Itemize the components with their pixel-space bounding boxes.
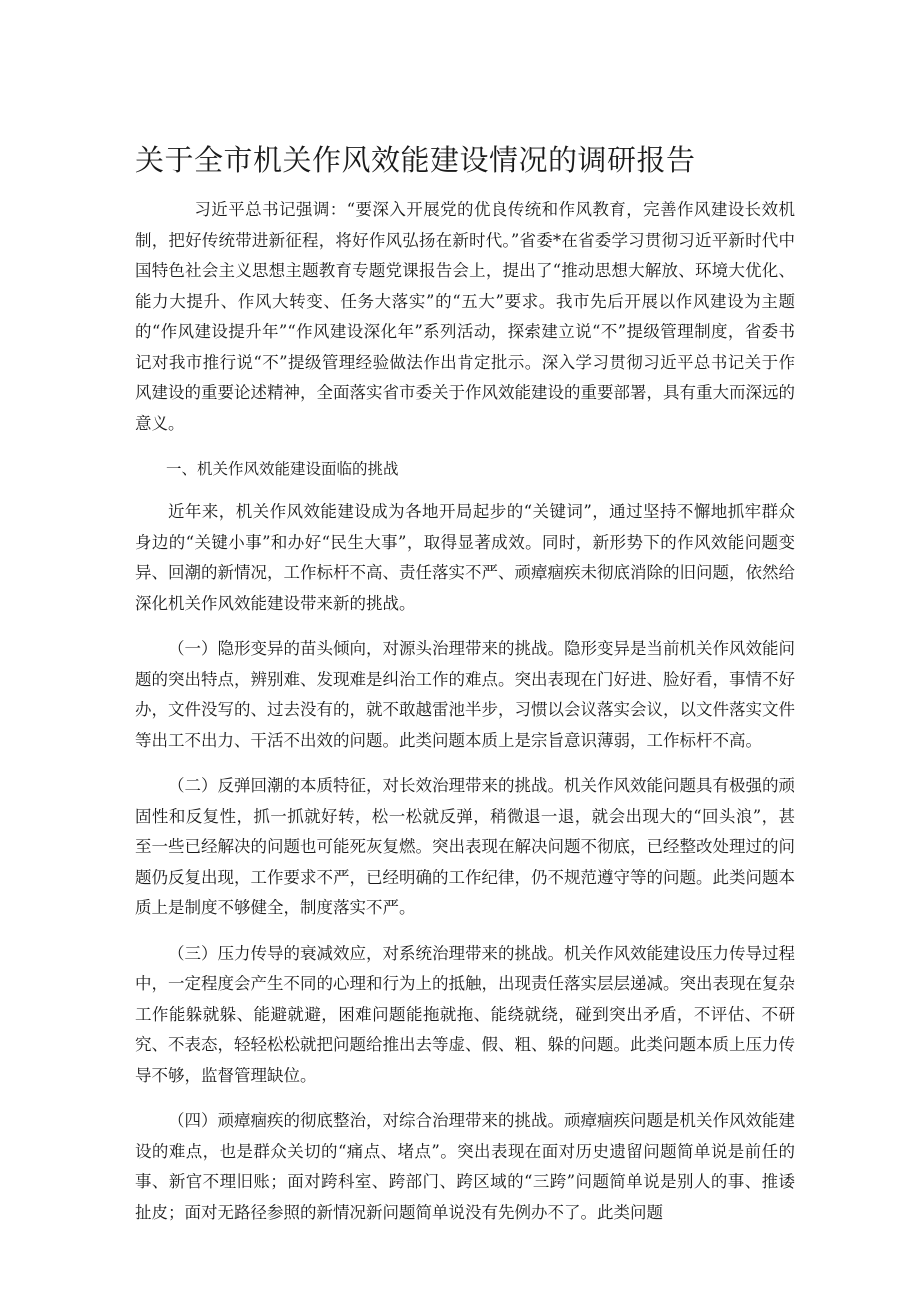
document-title: 关于全市机关作风效能建设情况的调研报告 xyxy=(135,143,696,177)
point-3-paragraph: （三）压力传导的衰减效应，对系统治理带来的挑战。机关作风效能建设压力传导过程中，一定程度会产生不同的心理和行为上的抵触，出现责任落实层层递减。突出表现在复杂工作能躲就躲、能避就避，困难问题能拖就拖、能绕就绕，碰到突出矛盾，不评估、不研究、不表态，轻轻松松就把问题给推出去等虚、假、粗、躲的问题。此类问题本质上压力传导不够，监督管理缺位。 xyxy=(135,943,795,1085)
section-heading-1: 一、机关作风效能建设面临的挑战 xyxy=(166,460,399,478)
section-1-intro-paragraph: 近年来，机关作风效能建设成为各地开局起步的“关键词”，通过坚持不懈地抓牢群众身边的“关键小事”和办好“民生大事”，取得显著成效。同时，新形势下的作风效能问题变异、回潮的新情况，工作标杆不高、责任落实不严、顽瘴痼疾未彻底消除的旧问题，依然给深化机关作风效能建设带来新的挑战。 xyxy=(135,502,795,613)
point-4-paragraph: （四）顽瘴痼疾的彻底整治，对综合治理带来的挑战。顽瘴痼疾问题是机关作风效能建设的难点，也是群众关切的“痛点、堵点”。突出表现在面对历史遗留问题简单说是前任的事、新官不理旧账；面对跨科室、跨部门、跨区域的“三跨”问题简单说是别人的事、推诿扯皮；面对无路径参照的新情况新问题简单说没有先例办不了。此类问题 xyxy=(135,1111,795,1222)
point-2-paragraph: （二）反弹回潮的本质特征，对长效治理带来的挑战。机关作风效能问题具有极强的顽固性和反复性，抓一抓就好转，松一松就反弹，稍微退一退，就会出现大的“回头浪”，甚至一些已经解决的问题也可能死灰复燃。突出表现在解决问题不彻底，已经整改处理过的问题仍反复出现，工作要求不严，已经明确的工作纪律，仍不规范遵守等的问题。此类问题本质上是制度不够健全，制度落实不严。 xyxy=(135,776,795,917)
document-body xyxy=(135,195,795,1243)
point-1-paragraph: （一）隐形变异的苗头倾向，对源头治理带来的挑战。隐形变异是当前机关作风效能问题的突出特点，辨别难、发现难是纠治工作的难点。突出表现在门好进、脸好看，事情不好办，文件没写的、过去没有的，就不敢越雷池半步，习惯以会议落实会议，以文件落实文件等出工不出力、干活不出效的问题。此类问题本质上是宗旨意识薄弱，工作标杆不高。 xyxy=(135,639,795,750)
intro-paragraph: 习近平总书记强调：“要深入开展党的优良传统和作风教育，完善作风建设长效机制，把好传统带进新征程，将好作风弘扬在新时代。”省委*在省委学习贯彻习近平新时代中国特色社会主义思想主题教育专题党课报告会上，提出了“推动思想大解放、环境大优化、能力大提升、作风大转变、任务大落实”的“五大”要求。我市先后开展以作风建设为主题的“作风建设提升年”“作风建设深化年”系列活动，探索建立说“不”提级管理制度，省委书记对我市推行说“不”提级管理经验做法作出肯定批示。深入学习贯彻习近平总书记关于作风建设的重要论述精神，全面落实省市委关于作风效能建设的重要部署，具有重大而深远的意义。 xyxy=(135,200,795,433)
